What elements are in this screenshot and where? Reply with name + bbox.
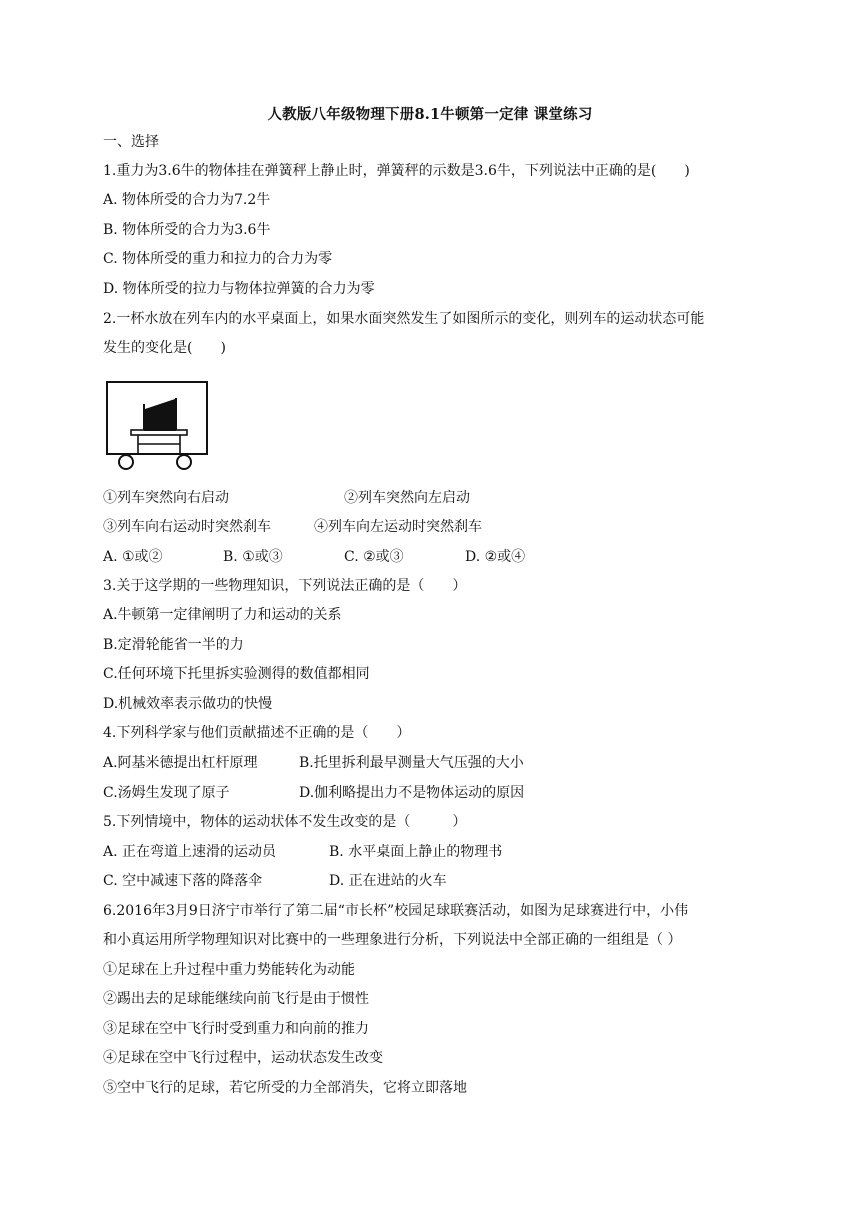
- question-4-option-b: B.托里拆利最早测量大气压强的大小: [299, 755, 524, 771]
- question-5-option-b: B. 水平桌面上静止的物理书: [329, 844, 503, 860]
- question-6-statement-3: ③足球在空中飞行时受到重力和向前的推力: [103, 1021, 369, 1037]
- question-2-option-a: A. ①或②: [103, 549, 163, 565]
- question-2-choice-1: ①列车突然向右启动: [103, 490, 229, 506]
- question-2-stem-line-2: 发生的变化是( ): [103, 340, 226, 356]
- question-4-option-a: A.阿基米德提出杠杆原理: [103, 755, 258, 771]
- question-2-choices-row-2: [103, 518, 803, 536]
- question-4-option-c: C.汤姆生发现了原子: [103, 785, 230, 801]
- section-heading: 一、选择: [103, 134, 159, 150]
- question-3-option-a: A.牛顿第一定律阐明了力和运动的关系: [103, 607, 342, 623]
- question-3-option-c: C.任何环境下托里拆实验测得的数值都相同: [103, 666, 370, 682]
- question-2-choice-4: ④列车向左运动时突然刹车: [314, 519, 482, 535]
- question-2-option-b: B. ①或③: [223, 549, 283, 565]
- question-5-option-c: C. 空中减速下落的降落伞: [103, 873, 263, 889]
- question-2-choices-row-1: [103, 489, 803, 507]
- question-2-choice-3: ③列车向右运动时突然刹车: [103, 519, 271, 535]
- question-1-option-c: C. 物体所受的重力和拉力的合力为零: [103, 251, 333, 267]
- question-1-option-a: A. 物体所受的合力为7.2牛: [103, 192, 271, 208]
- question-6-stem-line-1: 6.2016年3月9日济宁市举行了第二届“市长杯”校园足球联赛活动，如图为足球赛进行中，小伟: [103, 903, 689, 919]
- question-6-statement-5: ⑤空中飞行的足球，若它所受的力全部消失，它将立即落地: [103, 1080, 467, 1096]
- wheel-right: [177, 455, 191, 469]
- question-1-stem: 1.重力为3.6牛的物体挂在弹簧秤上静止时，弹簧秤的示数是3.6牛，下列说法中正确的是( ): [103, 163, 690, 179]
- question-2-stem-line-1: 2.一杯水放在列车内的水平桌面上，如果水面突然发生了如图所示的变化，则列车的运动状态可能: [103, 311, 705, 327]
- question-6-stem-line-2: 和小真运用所学物理知识对比赛中的一些理象进行分析，下列说法中全部正确的一组组是（ ）: [103, 932, 682, 948]
- question-6-statement-4: ④足球在空中飞行过程中，运动状态发生改变: [103, 1050, 383, 1066]
- question-2-options-row: [103, 548, 803, 566]
- tilted-water: [145, 399, 175, 429]
- question-5-option-d: D. 正在进站的火车: [329, 873, 447, 889]
- wheel-left: [119, 455, 133, 469]
- question-4-options-row-1: [103, 754, 803, 772]
- question-3-option-b: B.定滑轮能省一半的力: [103, 637, 244, 653]
- train-water-cup-diagram: [105, 381, 209, 471]
- question-3-option-d: D.机械效率表示做功的快慢: [103, 696, 273, 712]
- question-5-stem: 5.下列情境中，物体的运动状体不发生改变的是（ ）: [103, 814, 467, 830]
- question-4-stem: 4.下列科学家与他们贡献描述不正确的是（ ）: [103, 725, 411, 741]
- document-title: 人教版八年级物理下册8.1牛顿第一定律 课堂练习: [267, 106, 593, 123]
- question-5-options-row-2: [103, 872, 803, 890]
- question-2-option-d: D. ②或④: [465, 549, 526, 565]
- question-5-option-a: A. 正在弯道上速滑的运动员: [103, 844, 277, 860]
- train-water-cup-figure: [105, 381, 209, 471]
- question-5-options-row-1: [103, 843, 803, 861]
- question-1-option-d: D. 物体所受的拉力与物体拉弹簧的合力为零: [103, 281, 375, 297]
- question-1-option-b: B. 物体所受的合力为3.6牛: [103, 222, 271, 238]
- question-2-choice-2: ②列车突然向左启动: [344, 490, 470, 506]
- question-6-statement-1: ①足球在上升过程中重力势能转化为动能: [103, 962, 355, 978]
- table-top: [131, 430, 187, 435]
- question-6-statement-2: ②踢出去的足球能继续向前飞行是由于惯性: [103, 991, 369, 1007]
- question-2-option-c: C. ②或③: [344, 549, 404, 565]
- question-4-options-row-2: [103, 784, 803, 802]
- question-4-option-d: D.伽利略提出力不是物体运动的原因: [299, 785, 525, 801]
- question-3-stem: 3.关于这学期的一些物理知识，下列说法正确的是（ ）: [103, 578, 467, 594]
